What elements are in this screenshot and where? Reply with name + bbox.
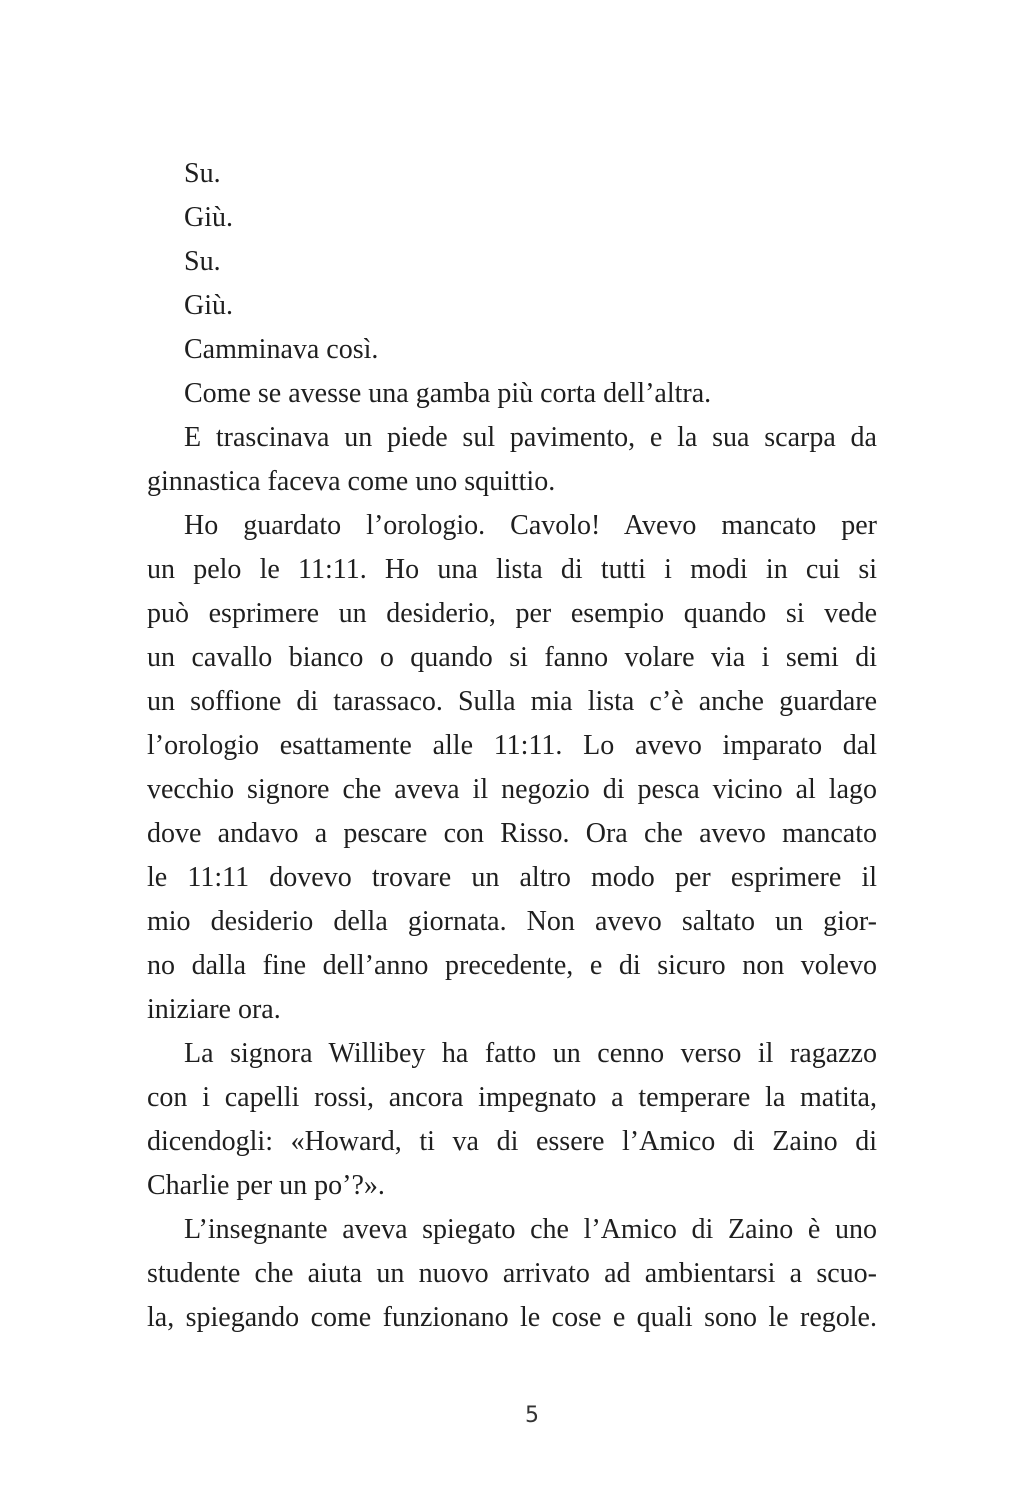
paragraph-4-line-1: L’insegnante aveva spiegato che l’Amico di Zaino è uno	[184, 1214, 877, 1245]
paragraph-3-line-1: La signora Willibey ha fatto un cenno verso il ragazzo	[184, 1038, 877, 1069]
paragraph-3-line-3: dicendogli: «Howard, ti va di essere l’Amico di Zaino di	[147, 1126, 877, 1157]
paragraph-2-line-4: un cavallo bianco o quando si fanno volare via i semi di	[147, 642, 877, 673]
page-number: 5	[525, 1403, 539, 1428]
paragraph-2-line-9: le 11:11 dovevo trovare un altro modo per esprimere il	[147, 862, 877, 893]
line-short-3: Su.	[184, 246, 221, 277]
paragraph-3-line-2: con i capelli rossi, ancora impegnato a temperare la matita,	[147, 1082, 877, 1113]
paragraph-2-line-7: vecchio signore che aveva il negozio di pesca vicino al lago	[147, 774, 877, 805]
paragraph-1-line-2: ginnastica faceva come uno squittio.	[147, 466, 556, 497]
line-short-5: Camminava così.	[184, 334, 379, 365]
paragraph-2-line-8: dove andavo a pescare con Risso. Ora che avevo mancato	[147, 818, 877, 849]
paragraph-4-line-2: studente che aiuta un nuovo arrivato ad ambientarsi a scuo-	[147, 1258, 877, 1289]
paragraph-2-line-2: un pelo le 11:11. Ho una lista di tutti i modi in cui si	[147, 554, 877, 585]
paragraph-2-line-12: iniziare ora.	[147, 994, 281, 1025]
line-short-2: Giù.	[184, 202, 233, 233]
paragraph-2-line-5: un soffione di tarassaco. Sulla mia lista c’è anche guardare	[147, 686, 877, 717]
line-short-6: Come se avesse una gamba più corta dell’altra.	[184, 378, 712, 409]
paragraph-2-line-11: no dalla fine dell’anno precedente, e di sicuro non volevo	[147, 950, 877, 981]
paragraph-1-line-1: E trascinava un piede sul pavimento, e la sua scarpa da	[184, 422, 877, 453]
paragraph-2-line-10: mio desiderio della giornata. Non avevo saltato un gior-	[147, 906, 877, 937]
paragraph-2-line-3: può esprimere un desiderio, per esempio quando si vede	[147, 598, 877, 629]
paragraph-2-line-6: l’orologio esattamente alle 11:11. Lo avevo imparato dal	[147, 730, 877, 761]
paragraph-2-line-1: Ho guardato l’orologio. Cavolo! Avevo mancato per	[184, 510, 877, 541]
body-text	[147, 152, 877, 1340]
paragraph-4-line-3: la, spiegando come funzionano le cose e quali sono le regole.	[147, 1302, 877, 1333]
paragraph-3-line-4: Charlie per un po’?».	[147, 1170, 385, 1201]
line-short-1: Su.	[184, 158, 221, 189]
line-short-4: Giù.	[184, 290, 233, 321]
